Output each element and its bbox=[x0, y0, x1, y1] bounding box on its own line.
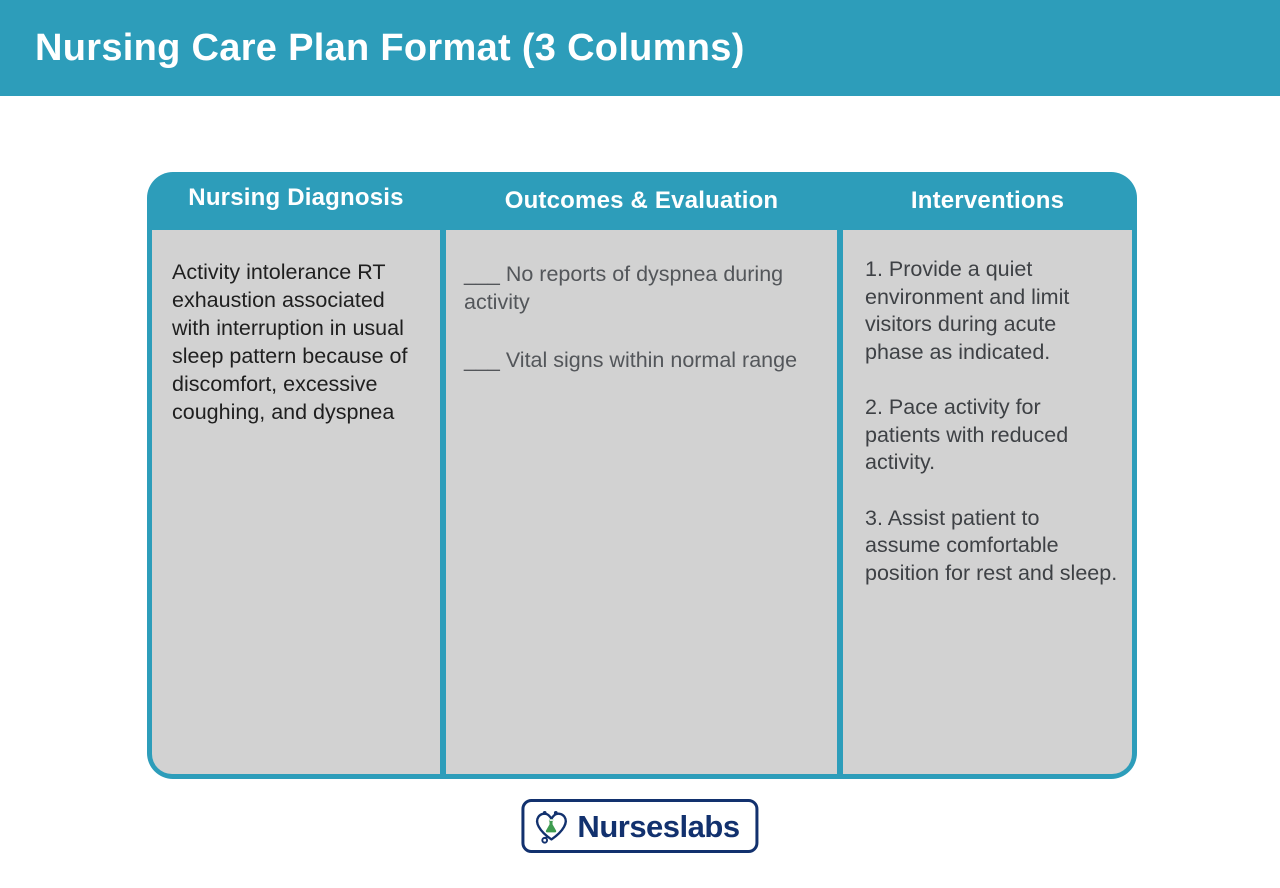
column-header-interventions: Interventions bbox=[910, 187, 1065, 214]
intervention-item: 1. Provide a quiet environment and limit visitors during acute phase as indicated. bbox=[865, 257, 1070, 364]
table-body-row bbox=[152, 230, 1132, 774]
heart-stethoscope-flask-icon bbox=[532, 807, 570, 845]
page-title: Nursing Care Plan Format (3 Columns) bbox=[35, 26, 745, 69]
outcomes-evaluation-cell bbox=[446, 230, 837, 774]
nursing-diagnosis-cell bbox=[152, 230, 440, 774]
interventions-cell bbox=[843, 230, 1132, 774]
table-header-row bbox=[152, 172, 1132, 230]
logo-wordmark: Nurseslabs bbox=[577, 808, 740, 844]
outcome-item: ___ Vital signs within normal range bbox=[464, 348, 798, 372]
intervention-item: 2. Pace activity for patients with reduced activity. bbox=[865, 395, 1069, 474]
intervention-item: 3. Assist patient to assume comfortable position for rest and sleep. bbox=[865, 505, 1118, 585]
title-bar bbox=[0, 0, 1280, 96]
nursing-diagnosis-text: Activity intolerance RT exhaustion associated with interruption in usual sleep pattern because of discomfort, excessive coughing, and dyspnea bbox=[172, 260, 408, 424]
column-header-nursing-diagnosis: Nursing Diagnosis bbox=[188, 184, 404, 211]
care-plan-table bbox=[147, 172, 1137, 779]
outcome-item: ___ No reports of dyspnea during activity bbox=[464, 262, 784, 314]
nurseslabs-logo bbox=[521, 799, 758, 853]
column-header-outcomes-evaluation: Outcomes & Evaluation bbox=[504, 187, 779, 214]
